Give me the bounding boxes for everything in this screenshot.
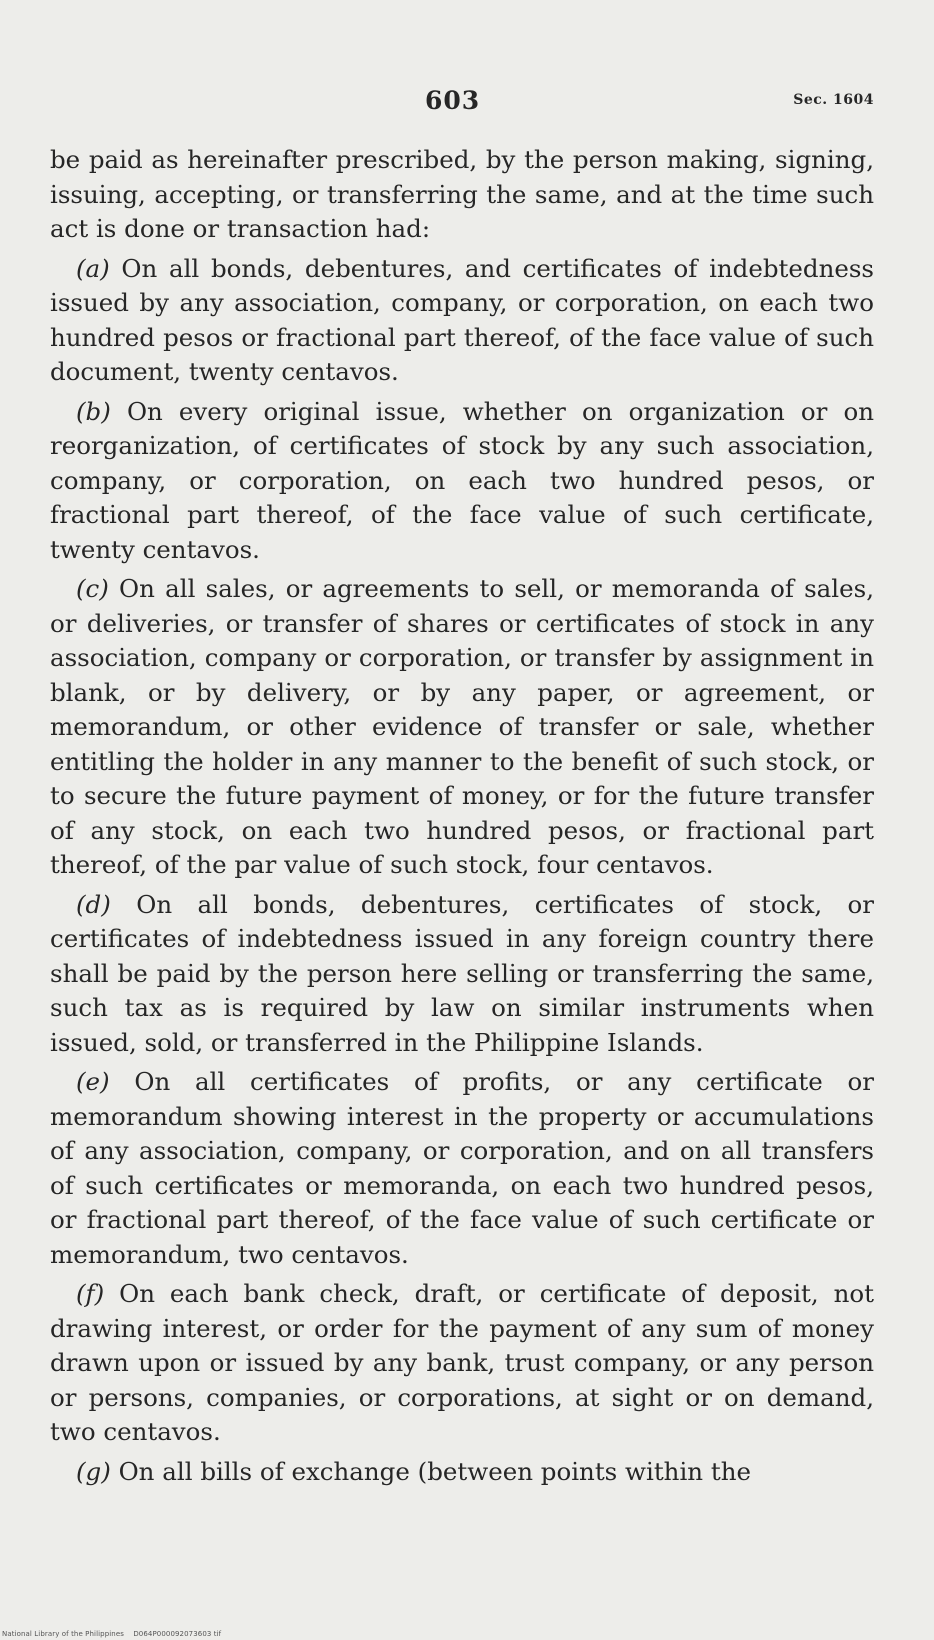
paragraph-d <box>50 888 874 1061</box>
paragraph-g <box>50 1455 874 1490</box>
paragraph-letter: (d) <box>76 889 111 919</box>
paragraph-text: On all bonds, debentures, and certificates of indebtedness issued by any association, company, or corporation, on each two hundred pesos or fractional part thereof, of the face value of such document, twenty centavos. <box>50 253 874 386</box>
paragraph-letter: (c) <box>76 574 109 603</box>
paragraph-text: On every original issue, whether on organization or on reorganization, of certificates of stock by any such association, company, or corporation, on each two hundred pesos, or fractional part thereof, of the face value of such certificate, twenty centavos. <box>50 396 874 564</box>
paragraph-b <box>50 395 874 568</box>
paragraph-text: On all bonds, debentures, certificates of stock, or certificates of indebtedness issued in any foreign country there shall be paid by the person here selling or transferring the same, such tax as is required by law on similar instruments when issued, sold, or transferred in the Philippine Islands. <box>50 889 874 1057</box>
paragraph-letter: (b) <box>76 396 111 426</box>
paragraph-f <box>50 1277 874 1450</box>
paragraph-letter: (f) <box>76 1279 105 1308</box>
paragraph-text: On all certificates of profits, or any certificate or memorandum showing interest in the property or accumulations of any association, company, or corporation, and on all transfers of such certificates or memoranda, on each two hundred pesos, or fractional part thereof, of the face value of such certificate or memorandum, two centavos. <box>50 1067 874 1269</box>
library-credit: National Library of the Philippines <box>2 1630 124 1638</box>
section-reference: Sec. 1604 <box>793 92 874 108</box>
paragraph-text: On all sales, or agreements to sell, or memoranda of sales, or deliveries, or transfer of shares or certificates of stock in any association, company or corporation, or transfer by assignment in blank, or by delivery, or by any paper, or agreement, or memorandum, or other evidence of transfer or sale, whether entitling the holder in any manner to the benefit of such stock, or to secure the future payment of money, or for the future transfer of any stock, on each two hundred pesos, or fractional part thereof, of the par value of such stock, four centavos. <box>50 574 874 879</box>
paragraph-e <box>50 1065 874 1272</box>
scan-code: D064P000092073603 tif <box>133 1630 222 1638</box>
paragraph-c <box>50 572 874 883</box>
page-number: 603 <box>425 86 481 115</box>
scan-footer <box>2 1630 221 1638</box>
paragraph-a <box>50 252 874 390</box>
paragraph-text: On all bills of exchange (between points within the <box>110 1456 751 1486</box>
paragraph-letter: (g) <box>76 1456 111 1486</box>
page-header <box>0 86 934 126</box>
paragraph-text: On each bank check, draft, or certificate of deposit, not drawing interest, or order for the payment of any sum of money drawn upon or issued by any bank, trust company, or any person or persons, companies, or corporations, at sight or on demand, two centavos. <box>50 1279 874 1446</box>
paragraph-letter: (a) <box>76 253 110 283</box>
paragraph-letter: (e) <box>76 1067 110 1096</box>
body-text <box>50 143 874 1494</box>
intro-paragraph: be paid as hereinafter prescribed, by the person making, signing, issuing, accepting, or transferring the same, and at the time such act is done or transaction had: <box>50 145 874 243</box>
